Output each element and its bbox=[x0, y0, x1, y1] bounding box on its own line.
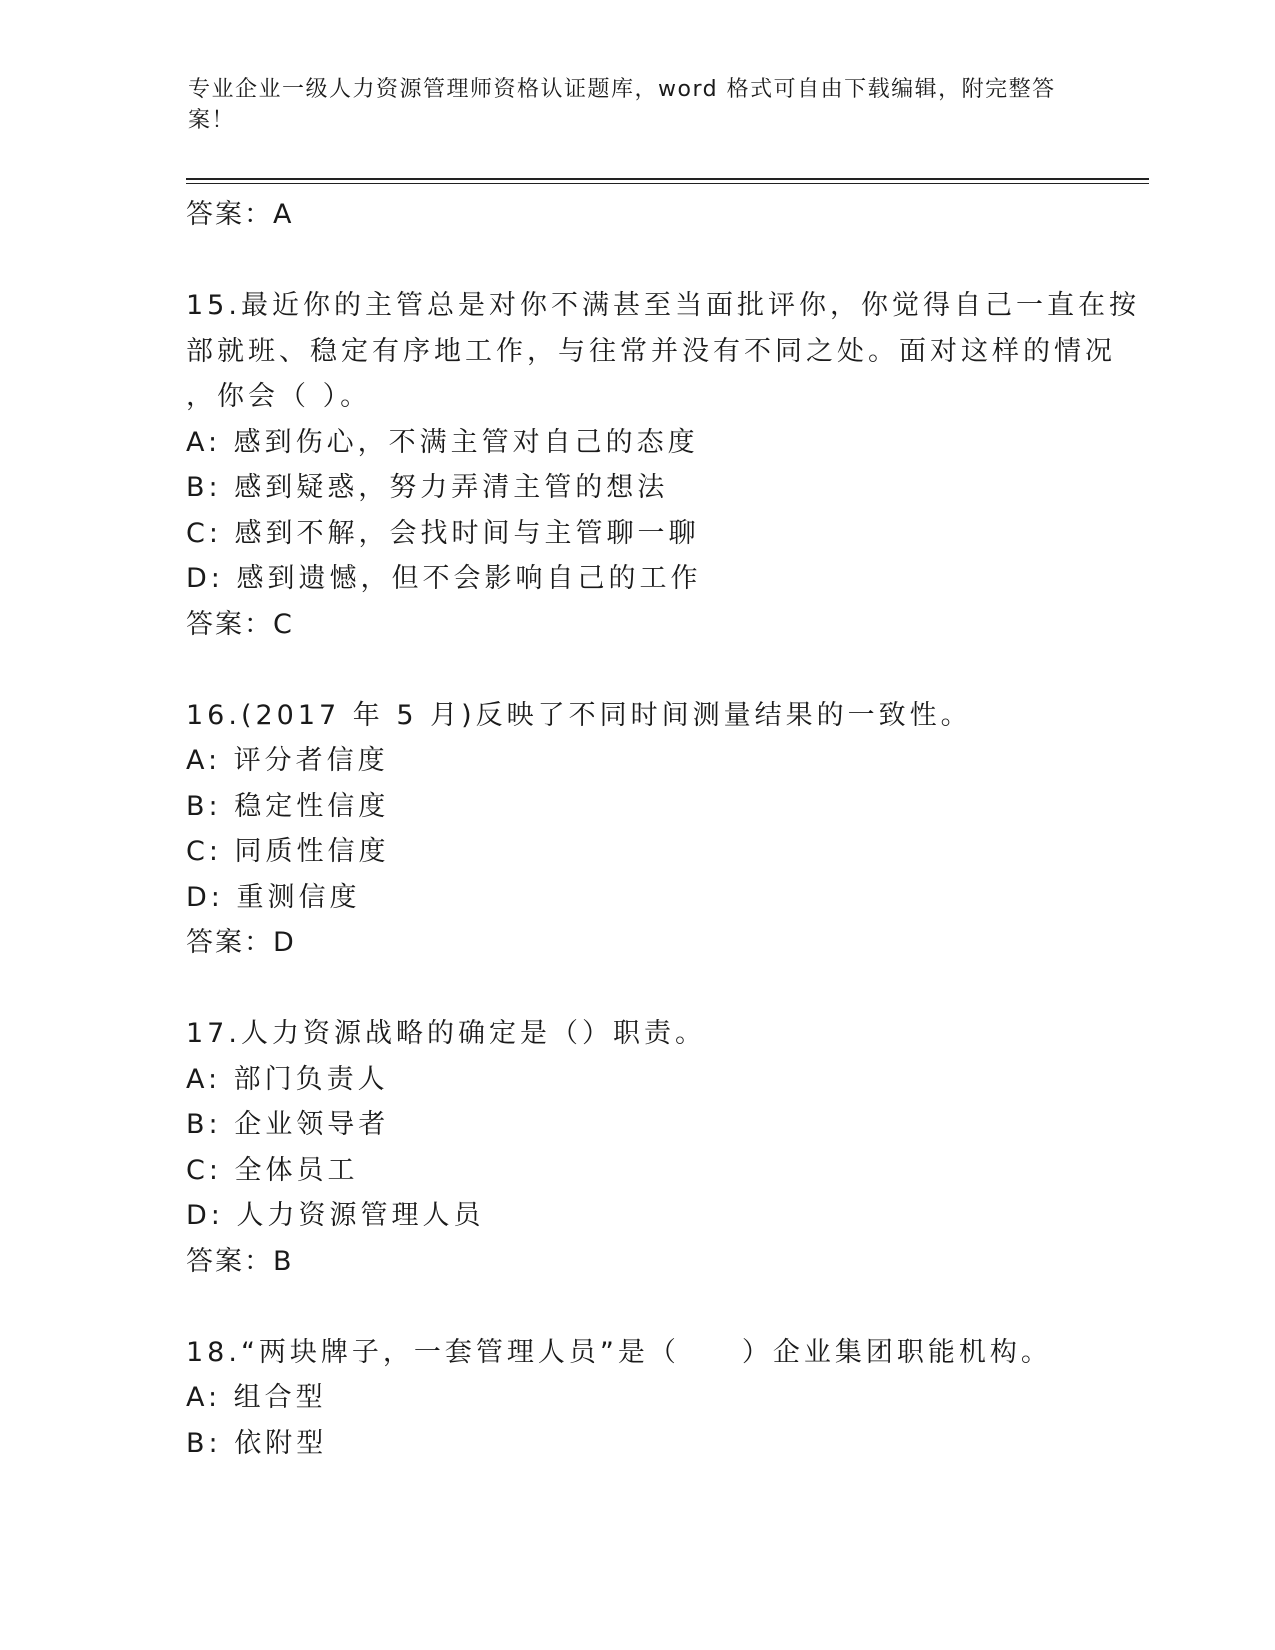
spacer bbox=[186, 647, 1086, 693]
answer-line: 答案：B bbox=[186, 1245, 294, 1277]
option-a: A: 感到伤心，不满主管对自己的态度 bbox=[186, 426, 699, 458]
question-18 bbox=[186, 1330, 1086, 1467]
page-header: 专业企业一级人力资源管理师资格认证题库，word 格式可自由下载编辑，附完整答案！ bbox=[188, 77, 1056, 133]
question-stem-line: 部就班、稳定有序地工作，与往常并没有不同之处。面对这样的情况 bbox=[186, 335, 1116, 367]
header-rule-thick bbox=[186, 178, 1149, 180]
question-17 bbox=[186, 1011, 1086, 1284]
option-d: D: 人力资源管理人员 bbox=[186, 1200, 485, 1231]
option-b: B: 感到疑惑，努力弄清主管的想法 bbox=[186, 472, 669, 503]
question-stem-line: 16.(2017 年 5 月)反映了不同时间测量结果的一致性。 bbox=[186, 699, 972, 731]
answer-line: 答案：C bbox=[186, 608, 294, 640]
answer-line: 答案：A bbox=[186, 199, 294, 230]
question-stem-line: 17.人力资源战略的确定是（）职责。 bbox=[186, 1018, 706, 1049]
option-c: C: 全体员工 bbox=[186, 1154, 359, 1186]
option-c: C: 感到不解，会找时间与主管聊一聊 bbox=[186, 517, 700, 549]
spacer bbox=[186, 238, 1086, 284]
option-d: D: 重测信度 bbox=[186, 881, 361, 913]
option-b: B: 稳定性信度 bbox=[186, 790, 390, 822]
answer-line: 答案：D bbox=[186, 927, 296, 958]
option-c: C: 同质性信度 bbox=[186, 836, 390, 867]
option-a: A: 组合型 bbox=[186, 1382, 327, 1413]
spacer bbox=[186, 1284, 1086, 1330]
question-15 bbox=[186, 283, 1140, 647]
header-rule-thin bbox=[186, 183, 1149, 184]
spacer bbox=[186, 966, 1086, 1012]
question-stem-line: 15.最近你的主管总是对你不满甚至当面批评你，你觉得自己一直在按 bbox=[186, 290, 1140, 321]
question-16 bbox=[186, 693, 1086, 966]
question-stem-line: ，你会（ ）。 bbox=[186, 381, 372, 412]
question-list bbox=[186, 192, 1140, 1466]
option-b: B: 依附型 bbox=[186, 1427, 328, 1459]
option-b: B: 企业领导者 bbox=[186, 1109, 390, 1140]
option-a: A: 部门负责人 bbox=[186, 1063, 389, 1095]
option-d: D: 感到遗憾，但不会影响自己的工作 bbox=[186, 563, 702, 594]
option-a: A: 评分者信度 bbox=[186, 745, 389, 776]
question-stem-line: 18.“两块牌子，一套管理人员”是（ ）企业集团职能机构。 bbox=[186, 1336, 1052, 1368]
